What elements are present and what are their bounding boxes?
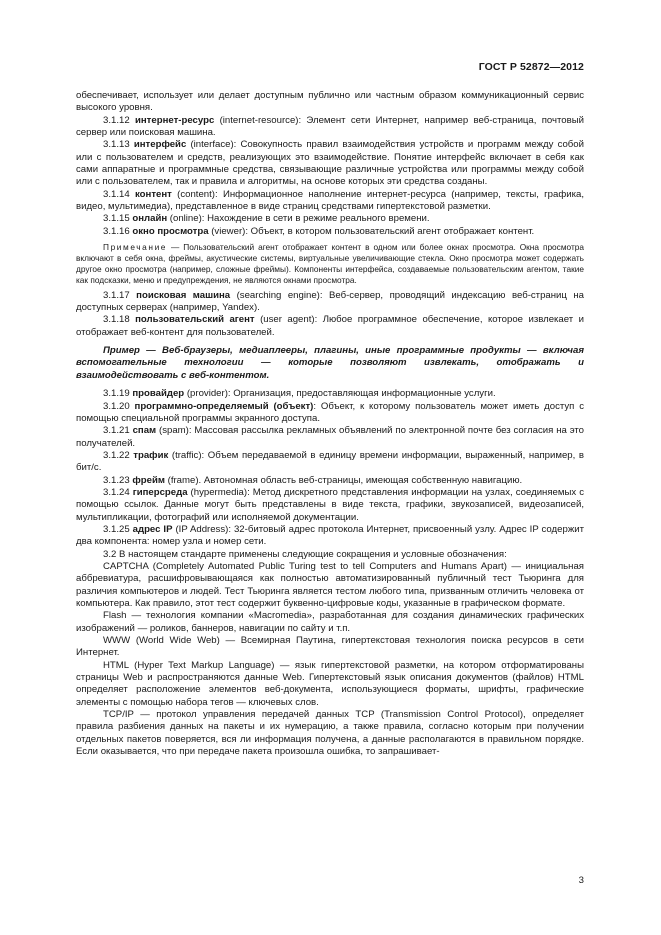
term-name: пользовательский агент: [135, 314, 255, 326]
term-name: адрес IP: [132, 523, 173, 535]
abbr-html: HTML (Hyper Text Markup Language) — язык гипертекстовой разметки, на котором отформатированы страницы Web и распространяются данные Web. Гипертекстовый язык описания документов (файлов) HTML определяет расположение элементов веб-документа, использующиеся форматы, шрифты, графические элементы с помощью набора тегов — ключевых слов.: [76, 659, 584, 708]
term-name: онлайн: [132, 213, 168, 225]
term-number: 3.1.20: [103, 400, 130, 412]
term-definition: (interface): Совокупность правил взаимодействия устройств и программ между собой или с пользователем и средств, реализующих это взаимодействие. Понятие интерфейс включает в себя как сами аппаратные и программные средства, связывающие различные устройства или программы между собой или с пользователем, так и правила и алгоритмы, на основе которых эти средства созданы.: [76, 139, 584, 188]
term-number: 3.1.12: [103, 114, 130, 126]
term-number: 3.1.18: [103, 314, 130, 326]
term-3-1-20: [76, 401, 584, 426]
term-definition: (traffic): Объем передаваемой в единицу времени информации, выраженный, например, в бит/с.: [76, 449, 584, 474]
term-name: трафик: [133, 449, 169, 461]
term-3-1-14: [76, 189, 584, 214]
abbr-flash: Flash — технология компании «Macromedia», разработанная для создания динамических графических изображений — роликов, баннеров, навигации по сайту и т.п.: [76, 610, 584, 634]
term-definition: (frame). Автономная область веб-страницы, имеющая собственную навигацию.: [164, 474, 523, 486]
example-paragraph: Пример — Веб-браузеры, медиаплееры, плагины, иные программные продукты — включая вспомогательные технологии — которые позволяют извлекать, отображать и взаимодействовать с веб-контентом.: [76, 345, 584, 381]
standard-header: ГОСТ Р 52872—2012: [478, 61, 584, 73]
term-number: 3.1.15: [103, 213, 130, 225]
term-definition: : Объект, к которому пользователь может иметь доступ с помощью специальной программы экранного доступа.: [76, 400, 584, 424]
note-paragraph: [76, 242, 584, 286]
term-3-1-19: [76, 388, 584, 400]
note-label: Примечание: [103, 242, 168, 253]
abbr-tcp-ip: TCP/IP — протокол управления передачей данных TCP (Transmission Control Protocol), определяет правила разбиения данных на пакеты и их нумерацию, а также правила, согласно которым при получении отдельных пакетов поверяется, вся ли информация получена, а данные располагаются в правильном порядке. Если оказывается, что при передаче пакета произошла ошибка, то запрашивает-: [76, 709, 584, 758]
term-definition: (user agent): Любое программное обеспечение, которое извлекает и отображает веб-контент для пользователей.: [76, 314, 584, 338]
term-definition: (online): Нахождение в сети в режиме реального времени.: [167, 213, 430, 225]
term-3-1-23: [76, 475, 584, 487]
term-number: 3.1.14: [103, 188, 130, 200]
abbr-captcha: CAPTCHA (Completely Automated Public Turing test to tell Computers and Humans Apart) — инициальная аббревиатура, расшифровывающаяся как полностью автоматизированный публичный тест Тьюринга для различия компьютеров и людей. Тест Тьюринга является тестом любого типа, призванным отличить человека от компьютера. Как правило, этот тест содержит буквенно-цифровые коды, указанные в графическом формате.: [76, 560, 584, 609]
term-definition: (IP Address): 32-битовый адрес протокола Интернет, присвоенный узлу. Адрес IP содержит два компонента: номер узла и номер сети.: [76, 523, 584, 548]
term-3-1-16: [76, 226, 584, 238]
term-3-1-18: [76, 314, 584, 339]
term-3-1-21: [76, 425, 584, 450]
term-number: 3.1.24: [103, 486, 130, 498]
term-3-1-13: [76, 139, 584, 188]
note-text: — Пользовательский агент отображает контент в одном или более окнах просмотра. Окна просмотра включают в себя окна, фреймы, акустические системы, виртуальные увеличивающие стекла. Окно просмотра может содержать другое окно просмотра (например, сложные фреймы). Компоненты интерфейса, создаваемые пользовательским агентом, такие как подсказки, меню и предупреждения, не являются окнами просмотра.: [76, 242, 584, 285]
term-number: 3.1.17: [103, 289, 130, 301]
term-name: фрейм: [132, 474, 165, 486]
term-number: 3.1.19: [103, 388, 130, 400]
term-definition: (internet-resource): Элемент сети Интернет, например веб-страница, почтовый сервер или поисковая машина.: [76, 114, 584, 139]
term-3-1-22: [76, 450, 584, 475]
term-3-1-25: [76, 524, 584, 549]
term-definition: (provider): Организация, предоставляющая информационные услуги.: [184, 388, 496, 400]
term-name: интернет-ресурс: [134, 114, 215, 126]
term-number: 3.1.16: [103, 225, 130, 237]
term-definition: (viewer): Объект, в котором пользовательский агент отображает контент.: [208, 225, 535, 237]
page-number: 3: [578, 875, 584, 886]
term-definition: (hypermedia): Метод дискретного представления информации на узлах, соединяемых с помощью ссылок. Данные могут быть представлены в виде текста, графики, звукозаписей, видеозаписей, мультипликации, фотографий или исполняемой документации.: [76, 486, 584, 523]
term-name: окно просмотра: [132, 225, 209, 237]
term-number: 3.1.21: [103, 425, 130, 437]
term-name: контент: [134, 188, 172, 200]
term-name: гиперсреда: [132, 486, 188, 498]
term-definition: (spam): Массовая рассылка рекламных объявлений по электронной почте без согласия на это получателей.: [76, 425, 584, 449]
term-name: интерфейс: [133, 139, 187, 151]
term-name: программно-определяемый (объект): [134, 400, 314, 412]
term-name: провайдер: [132, 388, 185, 400]
abbr-www: WWW (World Wide Web) — Всемирная Паутина, гипертекстовая технология поиска ресурсов в сети Интернет.: [76, 635, 584, 659]
term-number: 3.1.25: [103, 523, 130, 535]
section-3-2: 3.2 В настоящем стандарте применены следующие сокращения и условные обозначения:: [103, 548, 507, 560]
term-3-1-12: [76, 115, 584, 140]
term-3-1-24: [76, 487, 584, 524]
term-number: 3.1.23: [103, 474, 130, 486]
term-definition: (content): Информационное наполнение интернет-ресурса (например, тексты, графика, видео, мультимедиа), представленное в виде страниц средствами гипертекстовой разметки.: [76, 188, 585, 213]
term-number: 3.1.22: [103, 449, 130, 461]
term-definition: (searching engine): Веб-сервер, проводящий индексацию веб-страниц на доступных серверах (например, Yandex).: [76, 289, 585, 314]
document-body: [76, 90, 584, 758]
intro-paragraph: обеспечивает, использует или делает доступным публично или частным образом коммуникационный сервис высокого уровня.: [76, 90, 584, 114]
term-3-1-17: [76, 290, 584, 315]
term-name: спам: [132, 425, 157, 437]
term-name: поисковая машина: [136, 289, 231, 301]
term-3-1-15: [76, 213, 584, 225]
term-number: 3.1.13: [103, 139, 130, 151]
